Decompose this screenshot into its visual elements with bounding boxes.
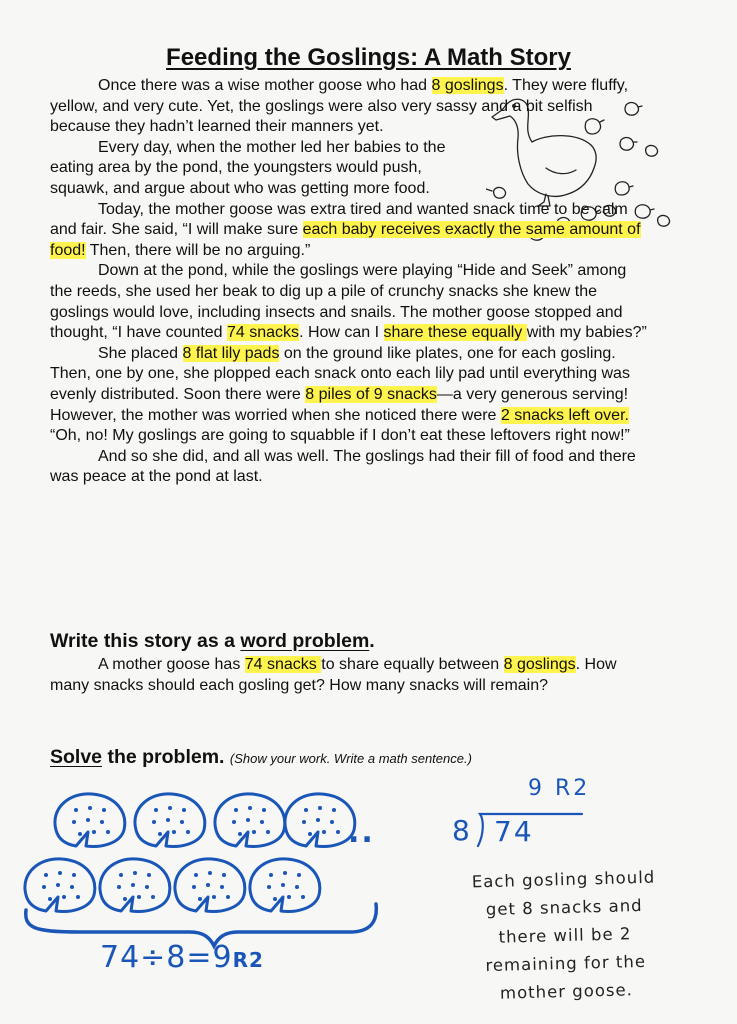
snack-dot	[168, 806, 172, 810]
snack-dot	[226, 895, 230, 899]
snack-dot	[220, 885, 224, 889]
snack-dot	[246, 818, 250, 822]
snack-dot	[154, 808, 158, 812]
snack-dot	[232, 820, 236, 824]
snack-dot	[78, 832, 82, 836]
snack-dot	[100, 820, 104, 824]
snack-dot	[88, 806, 92, 810]
snack-dot	[182, 808, 186, 812]
snack-dot	[166, 818, 170, 822]
snack-dot	[297, 873, 301, 877]
snack-dot	[72, 873, 76, 877]
snack-dot	[74, 808, 78, 812]
snack-dot	[102, 808, 106, 812]
page-title: Feeding the Goslings: A Math Story	[166, 44, 571, 71]
highlight: share these equally	[383, 324, 527, 342]
snack-dot	[267, 885, 271, 889]
snack-dot	[106, 830, 110, 834]
snack-dot	[322, 830, 326, 834]
snack-dot	[262, 808, 266, 812]
snack-dot	[180, 820, 184, 824]
highlight: each baby receives exactly the same amount of food!	[50, 221, 641, 259]
snack-dot	[131, 883, 135, 887]
snack-dot	[92, 830, 96, 834]
math-sentence: 74÷8=9R2	[100, 940, 264, 975]
highlight: 8 goslings	[503, 656, 576, 673]
division-bracket	[474, 810, 594, 850]
snack-dot	[198, 897, 202, 901]
snack-dot	[70, 885, 74, 889]
snack-dot	[152, 820, 156, 824]
snack-dot	[42, 885, 46, 889]
story-paragraph-3: Today, the mother goose was extra tired and wanted snack time to be calm and fair. She said, “I will make sure each baby receives exactly the same amount of food! Then, there will be no arguing.”	[50, 200, 641, 259]
snack-dot	[151, 895, 155, 899]
snack-dot	[208, 871, 212, 875]
snack-dot	[260, 820, 264, 824]
word-problem-heading: Write this story as a word problem.	[50, 630, 375, 652]
ellipsis-dots: ..	[348, 815, 375, 850]
snack-dot	[147, 873, 151, 877]
story-text	[50, 76, 650, 488]
snack-dot	[273, 897, 277, 901]
snack-dot	[48, 897, 52, 901]
snack-dot	[158, 832, 162, 836]
snack-dot	[301, 895, 305, 899]
story-paragraph-6: And so she did, and all was well. The goslings had their fill of food and there was peace at the pond at last.	[50, 447, 636, 486]
snack-dot	[287, 895, 291, 899]
snack-dot	[234, 808, 238, 812]
snack-dot	[72, 820, 76, 824]
snack-dot	[266, 830, 270, 834]
highlight: 8 goslings	[431, 77, 504, 94]
story-paragraph-2: Every day, when the mother led her babies to the eating area by the pond, the youngsters would push, squawk, and argue about who was getting more food.	[50, 138, 446, 197]
division-quotient: 9 R2	[528, 776, 591, 801]
snack-dot	[304, 808, 308, 812]
snack-dot	[308, 832, 312, 836]
snack-dot	[192, 885, 196, 889]
snack-dot	[117, 885, 121, 889]
snack-dot	[133, 871, 137, 875]
story-paragraph-4: Down at the pond, while the goslings were playing “Hide and Seek” among the reeds, she used her beak to dig up a pile of crunchy snacks she knew the goslings would love, including insects and snails. The mother goose stopped and thought, “I have counted 74 snacks. How can I share these equally with my babies?”	[50, 262, 647, 342]
snack-dot	[137, 895, 141, 899]
snack-dot	[206, 883, 210, 887]
snack-dot	[252, 830, 256, 834]
snack-dot	[248, 806, 252, 810]
snack-dot	[283, 871, 287, 875]
snack-dot	[86, 818, 90, 822]
snack-dot	[186, 830, 190, 834]
word-problem-text: A mother goose has 74 snacks to share equally between 8 goslings. How many snacks should each gosling get? How many snacks will remain?	[50, 656, 617, 694]
written-answer: Each gosling should get 8 snacks and there will be 2 remaining for the mother goose.	[471, 867, 656, 1003]
snack-dot	[281, 883, 285, 887]
snack-dot	[58, 871, 62, 875]
snack-dot	[44, 873, 48, 877]
solve-instruction: (Show your work. Write a math sentence.)	[229, 751, 472, 766]
highlight: 74 snacks	[227, 324, 300, 342]
snack-dot	[269, 873, 273, 877]
snack-dot	[336, 830, 340, 834]
highlight: 8 piles of 9 snacks	[305, 385, 437, 403]
snack-dot	[316, 818, 320, 822]
highlight: 8 flat lily pads	[182, 344, 280, 362]
snack-dot	[238, 832, 242, 836]
story-paragraph-5: She placed 8 flat lily pads on the ground like plates, one for each gosling. Then, one by one, she plopped each snack onto each lily pad until everything was evenly distributed. Soon there were 8 piles of 9 snacks—a very generous serving! However, the mother was worried when she noticed there were 2 snacks left over. “Oh, no! My goslings are going to squabble if I don’t eat these leftovers right now!”	[50, 344, 630, 445]
snack-dot	[212, 895, 216, 899]
snack-dot	[332, 808, 336, 812]
highlight: 2 snacks left over.	[500, 406, 629, 424]
snack-dot	[119, 873, 123, 877]
solve-heading: Solve the problem. (Show your work. Write a math sentence.)	[50, 746, 472, 768]
snack-dot	[172, 830, 176, 834]
story-paragraph-1: Once there was a wise mother goose who had 8 goslings. They were fluffy, yellow, and very cute. Yet, the goslings were also very sassy and a bit selfish because they hadn’t learned their manners yet.	[50, 77, 629, 136]
division-dividend: 74	[494, 815, 534, 848]
snack-dot	[302, 820, 306, 824]
snack-dot	[194, 873, 198, 877]
snack-dot	[145, 885, 149, 889]
snack-dot	[295, 885, 299, 889]
snack-dot	[123, 897, 127, 901]
highlight: 74 snacks	[244, 656, 322, 673]
division-divisor: 8	[452, 814, 470, 847]
snack-dot	[222, 873, 226, 877]
snack-dot	[62, 895, 66, 899]
snack-dot	[318, 806, 322, 810]
snack-dot	[76, 895, 80, 899]
snack-dot	[56, 883, 60, 887]
snack-dot	[330, 820, 334, 824]
